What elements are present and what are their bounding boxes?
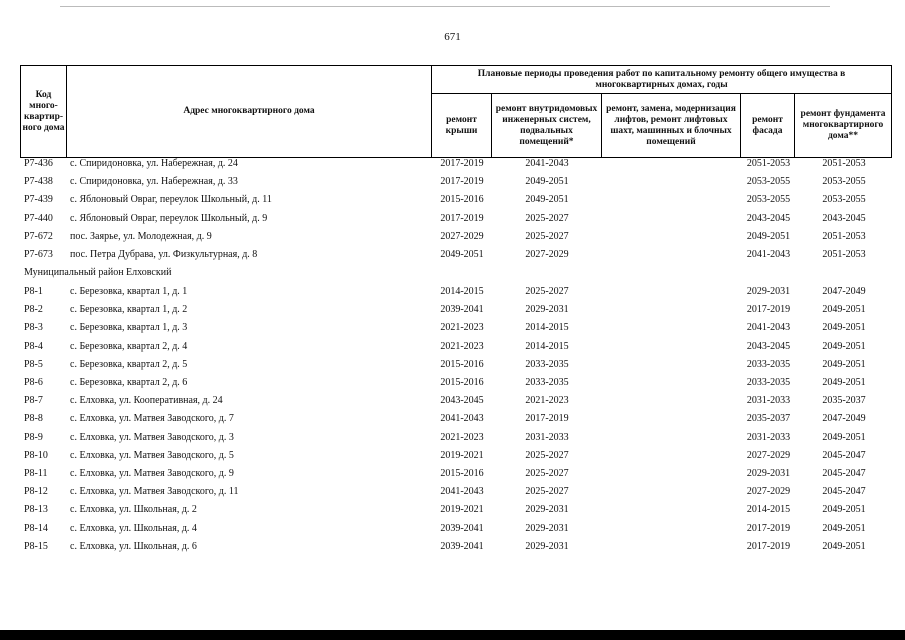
cell-foundation: 2049-2051 bbox=[822, 322, 866, 334]
table-row bbox=[20, 228, 892, 246]
cell-address: с. Елховка, ул. Школьная, д. 6 bbox=[70, 540, 197, 552]
cell-lift bbox=[604, 410, 740, 428]
cell-lift bbox=[604, 191, 740, 209]
cell-code: P8-6 bbox=[24, 377, 43, 388]
cell-code: P8-15 bbox=[24, 540, 48, 552]
cell-facade: 2033-2035 bbox=[746, 377, 791, 388]
cell-lift bbox=[604, 392, 740, 410]
cell-code: P8-1 bbox=[24, 286, 43, 297]
cell-address: с. Березовка, квартал 2, д. 5 bbox=[70, 358, 188, 370]
cell-roof: 2043-2045 bbox=[440, 395, 484, 407]
cell-facade: 2017-2019 bbox=[746, 522, 791, 534]
cell-foundation: 2049-2051 bbox=[822, 540, 866, 552]
cell-roof: 2015-2016 bbox=[440, 194, 484, 206]
cell-code: P8-10 bbox=[24, 449, 48, 461]
table-header bbox=[20, 65, 892, 158]
cell-foundation: 2053-2055 bbox=[822, 194, 866, 206]
cell-roof: 2017-2019 bbox=[440, 176, 484, 188]
cell-eng: 2033-2035 bbox=[525, 377, 569, 388]
cell-foundation: 2049-2051 bbox=[822, 377, 866, 388]
cell-eng: 2025-2027 bbox=[525, 212, 569, 224]
header-lift: ремонт, замена, модернизация лифтов, ремонт лифтовых шахт, машинных и блочных помещений bbox=[606, 103, 736, 147]
cell-code: P7-438 bbox=[24, 176, 53, 188]
cell-address: с. Яблоновый Овраг, переулок Школьный, д. 11 bbox=[70, 194, 272, 206]
cell-eng: 2031-2033 bbox=[525, 431, 569, 443]
cell-foundation: 2049-2051 bbox=[822, 522, 866, 534]
cell-roof: 2021-2023 bbox=[440, 322, 484, 334]
cell-lift bbox=[604, 319, 740, 337]
cell-code: P8-2 bbox=[24, 304, 43, 316]
cell-eng: 2025-2027 bbox=[525, 486, 569, 498]
cell-facade: 2017-2019 bbox=[746, 304, 791, 316]
cell-foundation: 2047-2049 bbox=[822, 413, 866, 425]
cell-foundation: 2045-2047 bbox=[822, 468, 866, 479]
cell-lift bbox=[604, 520, 740, 538]
cell-foundation: 2051-2053 bbox=[822, 158, 866, 169]
cell-lift bbox=[604, 483, 740, 501]
cell-eng: 2014-2015 bbox=[525, 322, 569, 334]
bottom-bar bbox=[0, 630, 905, 640]
cell-roof: 2017-2019 bbox=[440, 212, 484, 224]
cell-lift bbox=[604, 210, 740, 228]
header-facade: ремонт фасада bbox=[752, 114, 783, 136]
header-address: Адрес многоквартирного дома bbox=[183, 106, 315, 116]
cell-facade: 2033-2035 bbox=[746, 358, 791, 370]
cell-lift bbox=[604, 173, 740, 191]
cell-lift bbox=[604, 338, 740, 356]
cell-address: с. Елховка, ул. Кооперативная, д. 24 bbox=[70, 395, 223, 407]
cell-code: P8-3 bbox=[24, 322, 43, 334]
cell-address: пос. Петра Дубрава, ул. Физкультурная, д. 8 bbox=[70, 249, 258, 260]
table-row bbox=[20, 319, 892, 337]
cell-lift bbox=[604, 447, 740, 465]
cell-foundation: 2051-2053 bbox=[822, 230, 866, 242]
cell-roof: 2027-2029 bbox=[440, 230, 484, 242]
cell-address: с. Елховка, ул. Школьная, д. 4 bbox=[70, 522, 197, 534]
cell-roof: 2021-2023 bbox=[440, 340, 484, 352]
cell-facade: 2017-2019 bbox=[746, 540, 791, 552]
header-foundation: ремонт фундамента многоквартирного дома** bbox=[800, 109, 886, 141]
cell-eng: 2029-2031 bbox=[525, 522, 569, 534]
cell-facade: 2041-2043 bbox=[746, 322, 791, 334]
cell-facade: 2051-2053 bbox=[746, 158, 791, 169]
page-number: 671 bbox=[444, 31, 461, 43]
cell-eng: 2029-2031 bbox=[525, 304, 569, 316]
cell-code: P7-436 bbox=[24, 158, 53, 169]
cell-eng: 2025-2027 bbox=[525, 286, 569, 297]
cell-code: P8-5 bbox=[24, 358, 43, 370]
cell-roof: 2015-2016 bbox=[440, 468, 484, 479]
cell-lift bbox=[604, 356, 740, 374]
cell-foundation: 2049-2051 bbox=[822, 304, 866, 316]
cell-facade: 2053-2055 bbox=[746, 194, 791, 206]
cell-address: с. Яблоновый Овраг, переулок Школьный, д. 9 bbox=[70, 212, 268, 224]
cell-address: с. Елховка, ул. Матвея Заводского, д. 7 bbox=[70, 413, 234, 425]
cell-address: с. Березовка, квартал 1, д. 2 bbox=[70, 304, 188, 316]
cell-roof: 2017-2019 bbox=[440, 158, 484, 169]
cell-eng: 2029-2031 bbox=[525, 540, 569, 552]
table-row bbox=[20, 210, 892, 228]
cell-roof: 2039-2041 bbox=[440, 304, 484, 316]
district-heading: Муниципальный район Елховский bbox=[24, 267, 172, 279]
cell-address: с. Березовка, квартал 1, д. 3 bbox=[70, 322, 188, 334]
cell-roof: 2041-2043 bbox=[440, 413, 484, 425]
cell-code: P8-8 bbox=[24, 413, 43, 425]
table-row bbox=[20, 410, 892, 428]
table-row bbox=[20, 447, 892, 465]
table-row bbox=[20, 520, 892, 538]
cell-lift bbox=[604, 538, 740, 556]
cell-roof: 2049-2051 bbox=[440, 249, 484, 260]
cell-lift bbox=[604, 155, 740, 173]
cell-eng: 2025-2027 bbox=[525, 449, 569, 461]
cell-code: P7-672 bbox=[24, 230, 53, 242]
cell-address: с. Березовка, квартал 1, д. 1 bbox=[70, 286, 188, 297]
cell-roof: 2014-2015 bbox=[440, 286, 484, 297]
cell-eng: 2021-2023 bbox=[525, 395, 569, 407]
cell-eng: 2027-2029 bbox=[525, 249, 569, 260]
cell-foundation: 2049-2051 bbox=[822, 340, 866, 352]
table-row bbox=[20, 501, 892, 519]
cell-code: P8-4 bbox=[24, 340, 43, 352]
top-rule bbox=[60, 6, 830, 7]
cell-lift bbox=[604, 301, 740, 319]
cell-foundation: 2049-2051 bbox=[822, 431, 866, 443]
table-row bbox=[20, 356, 892, 374]
cell-eng: 2033-2035 bbox=[525, 358, 569, 370]
cell-code: P8-13 bbox=[24, 504, 48, 516]
header-code: Код много-квартир-ного дома bbox=[22, 89, 65, 133]
cell-eng: 2049-2051 bbox=[525, 194, 569, 206]
cell-eng: 2014-2015 bbox=[525, 340, 569, 352]
cell-address: с. Березовка, квартал 2, д. 4 bbox=[70, 340, 188, 352]
table-row bbox=[20, 429, 892, 447]
cell-lift bbox=[604, 228, 740, 246]
table-row bbox=[20, 538, 892, 556]
cell-facade: 2027-2029 bbox=[746, 486, 791, 498]
table-row bbox=[20, 301, 892, 319]
cell-eng: 2025-2027 bbox=[525, 468, 569, 479]
cell-facade: 2049-2051 bbox=[746, 230, 791, 242]
cell-facade: 2027-2029 bbox=[746, 449, 791, 461]
cell-facade: 2043-2045 bbox=[746, 212, 791, 224]
table-row bbox=[20, 155, 892, 173]
cell-lift bbox=[604, 246, 740, 264]
table-row bbox=[20, 191, 892, 209]
cell-address: с. Елховка, ул. Матвея Заводского, д. 9 bbox=[70, 468, 234, 479]
cell-eng: 2017-2019 bbox=[525, 413, 569, 425]
cell-eng: 2025-2027 bbox=[525, 230, 569, 242]
cell-address: пос. Заярье, ул. Молодежная, д. 9 bbox=[70, 230, 212, 242]
cell-code: P7-439 bbox=[24, 194, 53, 206]
cell-roof: 2015-2016 bbox=[440, 358, 484, 370]
cell-lift bbox=[604, 501, 740, 519]
cell-address: с. Елховка, ул. Матвея Заводского, д. 3 bbox=[70, 431, 234, 443]
table-row bbox=[20, 283, 892, 301]
cell-code: P7-440 bbox=[24, 212, 53, 224]
cell-facade: 2029-2031 bbox=[746, 468, 791, 479]
cell-facade: 2029-2031 bbox=[746, 286, 791, 297]
header-engineering: ремонт внутридомовых инженерных систем, подвальных помещений* bbox=[495, 103, 598, 147]
cell-foundation: 2035-2037 bbox=[822, 395, 866, 407]
cell-code: P8-9 bbox=[24, 431, 43, 443]
cell-foundation: 2043-2045 bbox=[822, 212, 866, 224]
cell-foundation: 2049-2051 bbox=[822, 358, 866, 370]
header-periods: Плановые периоды проведения работ по капитальному ремонту общего имущества в многоквартирных домах, годы bbox=[477, 68, 846, 90]
cell-roof: 2015-2016 bbox=[440, 377, 484, 388]
cell-code: P8-7 bbox=[24, 395, 43, 407]
table-row bbox=[20, 392, 892, 410]
table-row bbox=[20, 483, 892, 501]
cell-eng: 2029-2031 bbox=[525, 504, 569, 516]
cell-facade: 2043-2045 bbox=[746, 340, 791, 352]
cell-foundation: 2047-2049 bbox=[822, 286, 866, 297]
cell-address: с. Спиридоновка, ул. Набережная, д. 33 bbox=[70, 176, 238, 188]
cell-roof: 2019-2021 bbox=[440, 449, 484, 461]
cell-address: с. Елховка, ул. Матвея Заводского, д. 11 bbox=[70, 486, 239, 498]
cell-foundation: 2045-2047 bbox=[822, 449, 866, 461]
cell-foundation: 2045-2047 bbox=[822, 486, 866, 498]
cell-foundation: 2051-2053 bbox=[822, 249, 866, 260]
cell-facade: 2035-2037 bbox=[746, 413, 791, 425]
cell-facade: 2041-2043 bbox=[746, 249, 791, 260]
cell-address: с. Елховка, ул. Матвея Заводского, д. 5 bbox=[70, 449, 234, 461]
cell-roof: 2041-2043 bbox=[440, 486, 484, 498]
cell-roof: 2021-2023 bbox=[440, 431, 484, 443]
cell-lift bbox=[604, 429, 740, 447]
cell-lift bbox=[604, 465, 740, 483]
table-row bbox=[20, 374, 892, 392]
table-row bbox=[20, 338, 892, 356]
cell-address: с. Березовка, квартал 2, д. 6 bbox=[70, 377, 188, 388]
cell-facade: 2014-2015 bbox=[746, 504, 791, 516]
header-roof: ремонт крыши bbox=[445, 114, 478, 136]
cell-lift bbox=[604, 283, 740, 301]
table-row bbox=[20, 246, 892, 264]
cell-facade: 2031-2033 bbox=[746, 431, 791, 443]
cell-eng: 2041-2043 bbox=[525, 158, 569, 169]
cell-roof: 2019-2021 bbox=[440, 504, 484, 516]
cell-roof: 2039-2041 bbox=[440, 540, 484, 552]
cell-foundation: 2053-2055 bbox=[822, 176, 866, 188]
cell-code: P7-673 bbox=[24, 249, 53, 260]
table-row bbox=[20, 465, 892, 483]
cell-code: P8-12 bbox=[24, 486, 48, 498]
cell-facade: 2053-2055 bbox=[746, 176, 791, 188]
table-row bbox=[20, 173, 892, 191]
cell-foundation: 2049-2051 bbox=[822, 504, 866, 516]
cell-code: P8-11 bbox=[24, 468, 48, 479]
cell-eng: 2049-2051 bbox=[525, 176, 569, 188]
cell-facade: 2031-2033 bbox=[746, 395, 791, 407]
cell-address: с. Елховка, ул. Школьная, д. 2 bbox=[70, 504, 197, 516]
cell-address: с. Спиридоновка, ул. Набережная, д. 24 bbox=[70, 158, 238, 169]
cell-code: P8-14 bbox=[24, 522, 48, 534]
cell-roof: 2039-2041 bbox=[440, 522, 484, 534]
cell-lift bbox=[604, 374, 740, 392]
